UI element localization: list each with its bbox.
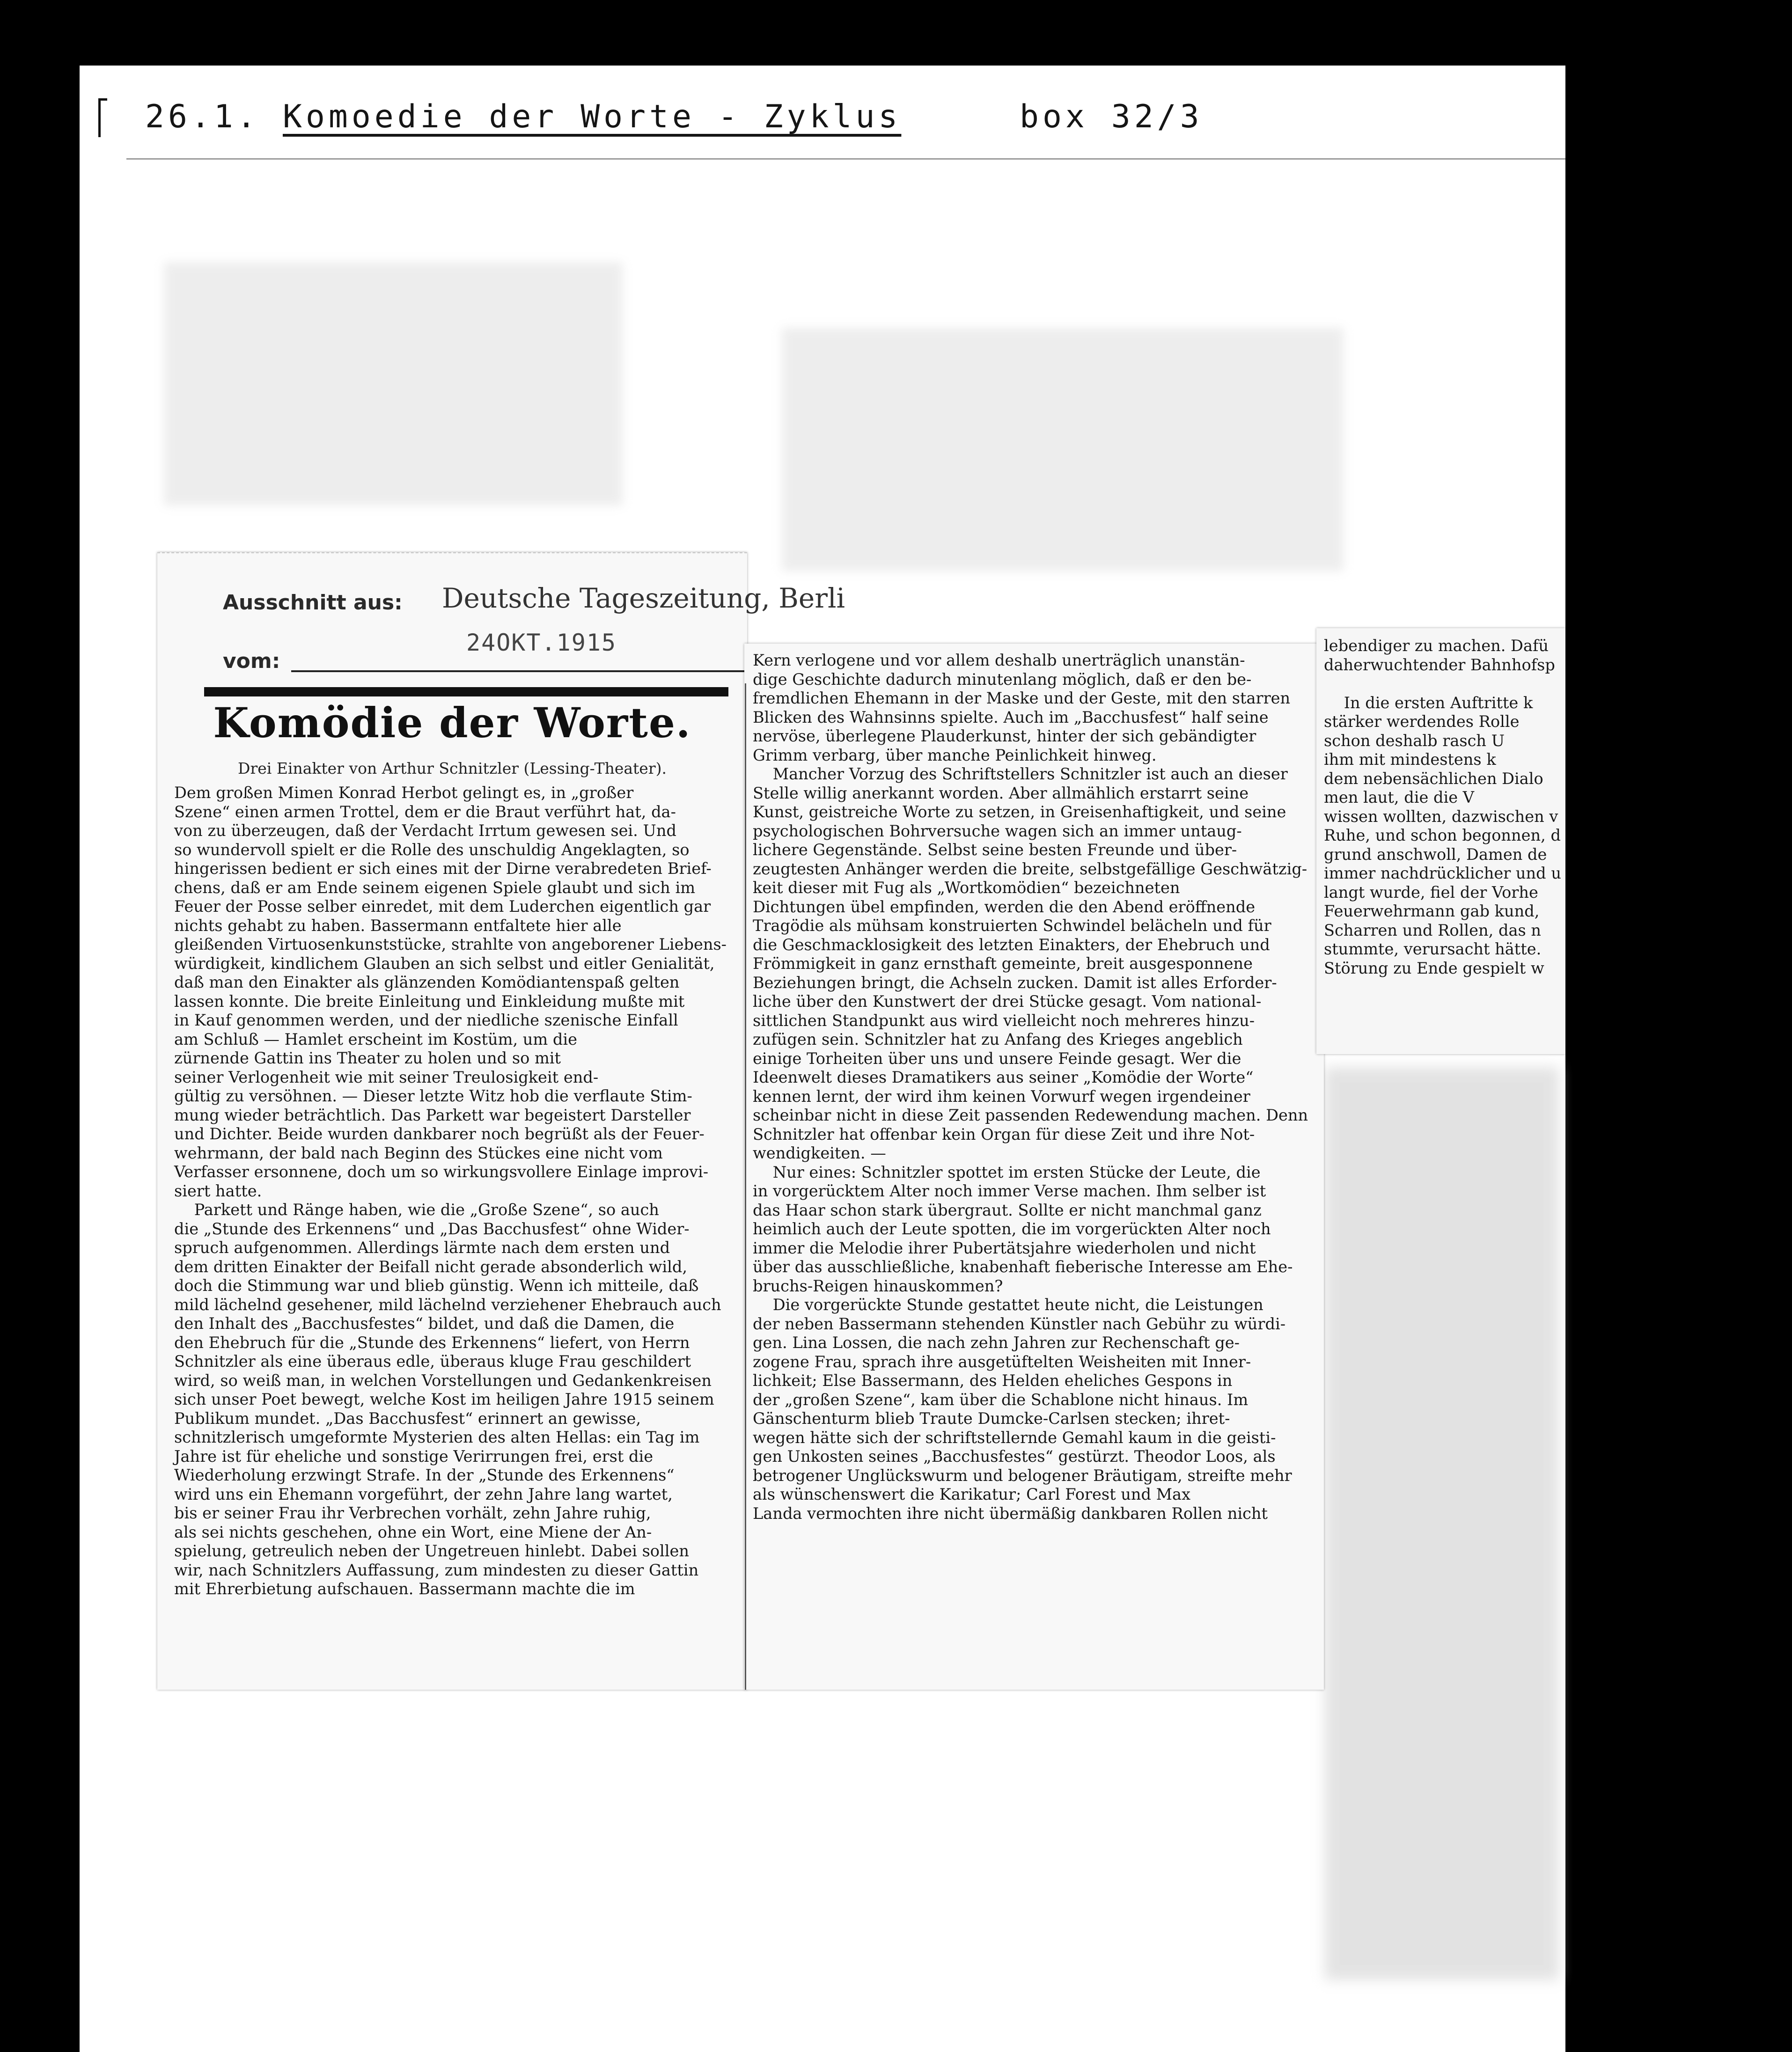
folder-title: Komoedie der Worte - Zyklus (283, 98, 902, 135)
article-title: Komödie der Worte. (213, 698, 691, 747)
box-number: box 32/3 (1020, 98, 1203, 135)
bleed-through-shadow (1325, 1067, 1559, 1980)
folder-number: 26.1. (145, 98, 260, 135)
article-text-column-3: lebendiger zu machen. Dafü daherwuchtender Bahnhofsp In die ersten Auftritte k stärker werdendes Rolle schon deshalb rasch U ihm mit mindestens k dem nebensächlichen Dialo men laut, die die V wissen wollten, dazwischen v Ruhe, und schon begonnen, d grund anschwoll, Damen de immer nachdrücklicher und u langt wurde, fiel der Vorhe Feuerwehrmann gab kund, Scharren und Rollen, das n stummte, verursacht hätte. Störung zu Ende gespielt w (1324, 637, 1561, 977)
bleed-through-shadow (164, 262, 623, 506)
column-divider (745, 683, 746, 1690)
clipping-column-3 (1316, 628, 1565, 1054)
header-bracket (98, 98, 107, 137)
article-subtitle: Drei Einakter von Arthur Schnitzler (Lessing-Theater). (238, 759, 667, 777)
article-text-column-1: Dem großen Mimen Konrad Herbot gelingt es, in „großer Szene“ einen armen Trottel, dem er die Braut verführt hat, da- von zu überzeugen, daß der Verdacht Irrtum gewesen sei. Und so wundervoll spielt er die Rolle des unschuldig Angeklagten, so hingerissen bedient er sich eines mit der Dirne verabredeten Brief- chens, daß er am Ende seinem eigenen Spiele glaubt und sich im Feuer der Posse selber einredet, mit dem Luderchen eigentlich gar nichts gehabt zu haben. Bassermann entfaltete hier alle gleißenden Virtuosenkunststücke, strahlte von angeborener Liebens- würdigkeit, kindlichem Glauben an sich selbst und eitler Genialität, daß man den Einakter als glänzenden Komödiantenspaß gelten lassen konnte. Die breite Einleitung und Einkleidung mußte mit in Kauf genommen werden, und der niedliche szenische Einfall am Schluß — Hamlet erscheint im Kostüm, um die zürnende Gattin ins Theater zu holen und so mit seiner Verlogenheit wie mit seiner Treulosigkeit end- gültig zu versöhnen. — Dieser letzte Witz hob die verflaute Stim- mung wieder beträchtlich. Das Parkett war begeistert Darsteller und Dichter. Beide wurden dankbarer noch begrüßt als der Feuer- wehrmann, der bald nach Beginn des Stückes eine nicht vom Verfasser ersonnene, doch um so wirkungsvollere Einlage improvi- siert hatte. Parkett und Ränge haben, wie die „Große Szene“, so auch die „Stunde des Erkennens“ und „Das Bacchusfest“ ohne Wider- spruch aufgenommen. Allerdings lärmte nach dem ersten und dem dritten Einakter der Beifall nicht gerade absonderlich wild, doch die Stimmung war und blieb günstig. Wenn ich mitteile, daß mild lächelnd gesehener, mild lächelnd verziehener Ehebrauch auch den Inhalt des „Bacchusfestes“ bildet, und daß die Damen, die den Ehebruch für die „Stunde des Erkennens“ liefert, von Herrn Schnitzler als eine überaus edle, überaus kluge Frau geschildert wird, so weiß man, in welchen Vorstellungen und Gedankenkreisen sich unser Poet bewegt, welche Kost im heiligen Jahre 1915 seinem Publikum mundet. „Das Bacchusfest“ erinnert an gewisse, schnitzlerisch umgeformte Mysterien des alten Hellas: ein Tag im Jahre ist für eheliche und sonstige Verirrungen frei, erst die Wiederholung erzwingt Strafe. In der „Stunde des Erkennens“ wird uns ein Ehemann vorgeführt, der zehn Jahre lang wartet, bis er seiner Frau ihr Verbrechen vorhält, zehn Jahre ruhig, als sei nichts geschehen, ohne ein Wort, eine Miene der An- spielung, getreulich neben der Ungetreuen hinlebt. Dabei sollen wir, nach Schnitzlers Auffassung, zum mindesten zu dieser Gattin mit Ehrerbietung aufschauen. Bassermann machte die im (174, 784, 727, 1598)
archive-page (80, 66, 1565, 2052)
date-label: vom: (223, 649, 280, 673)
clipping-label: Ausschnitt aus: (223, 591, 403, 615)
clipping-column-1 (157, 552, 845, 1690)
masthead-bar (204, 687, 728, 696)
clipping-column-2 (744, 644, 1324, 1690)
bleed-through-shadow (782, 328, 1344, 571)
date-stamp: 24OKT.1915 (466, 629, 617, 656)
article-text-column-2: Kern verlogene und vor allem deshalb unerträglich unanstän- dige Geschichte dadurch minutenlang möglich, daß er den be- fremdlichen Ehemann in der Maske und der Geste, mit den starren Blicken des Wahnsinns spielte. Auch im „Bacchusfest“ half seine nervöse, überlegene Plauderkunst, hinter der sich gebändigter Grimm verbarg, über manche Peinlichkeit hinweg. Mancher Vorzug des Schriftstellers Schnitzler ist auch an dieser Stelle willig anerkannt worden. Aber allmählich erstarrt seine Kunst, geistreiche Worte zu setzen, in Greisenhaftigkeit, und seine psychologischen Bohrversuche wagen sich an immer untaug- lichere Gegenstände. Selbst seine besten Freunde und über- zeugtesten Anhänger werden die breite, selbstgefällige Geschwätzig- keit dieser mit Fug als „Wortkomödien“ bezeichneten Dichtungen übel empfinden, werden die den Abend eröffnende Tragödie als mühsam konstruierten Schwindel belächeln und für die Geschmacklosigkeit des letzten Einakters, der Ehebruch und Frömmigkeit in ganz ernsthaft gemeinte, breit ausgesponnene Beziehungen bringt, die Achseln zucken. Damit ist alles Erforder- liche über den Kunstwert der drei Stücke gesagt. Vom national- sittlichen Standpunkt aus wird vielleicht noch mehreres hinzu- zufügen sein. Schnitzler hat zu Anfang des Krieges angeblich einige Torheiten über uns und unsere Feinde gesagt. Wer die Ideenwelt dieses Dramatikers aus seiner „Komödie der Worte“ kennen lernt, der wird ihm keinen Vorwurf wegen irgendeiner scheinbar nicht in diese Zeit passenden Redewendung machen. Denn Schnitzler hat offenbar kein Organ für diese Zeit und ihre Not- wendigkeiten. — Nur eines: Schnitzler spottet im ersten Stücke der Leute, die in vorgerücktem Alter noch immer Verse machen. Ihm selber ist das Haar schon stark übergraut. Sollte er nicht manchmal ganz heimlich auch der Leute spotten, die im vorgerückten Alter noch immer die Melodie ihrer Pubertätsjahre wiederholen und nicht über das ausschließliche, knabenhaft fieberische Interesse am Ehe- bruchs-Reigen hinauskommen? Die vorgerückte Stunde gestattet heute nicht, die Leistungen der neben Bassermann stehenden Künstler nach Gebühr zu würdi- gen. Lina Lossen, die nach zehn Jahren zur Rechenschaft ge- zogene Frau, sprach ihre ausgetüftelten Weisheiten mit Inner- lichkeit; Else Bassermann, des Helden eheliches Gespons in der „großen Szene“, kam über die Schablone nicht hinaus. Im Gänschenturm blieb Traute Dumcke-Carlsen stecken; ihret- wegen hätte sich der schriftstellernde Gemahl kaum in die geisti- gen Unkosten seines „Bacchusfestes“ gestürzt. Theodor Loos, als betrogener Unglückswurm und belogener Bräutigam, streifte mehr als wünschenswert die Karikatur; Carl Forest und Max Landa vermochten ihre nicht übermäßig dankbaren Rollen nicht (753, 651, 1308, 1523)
newspaper-name: Deutsche Tageszeitung, Berli (442, 582, 845, 614)
date-underline (291, 670, 806, 672)
header-divider (126, 158, 1565, 160)
